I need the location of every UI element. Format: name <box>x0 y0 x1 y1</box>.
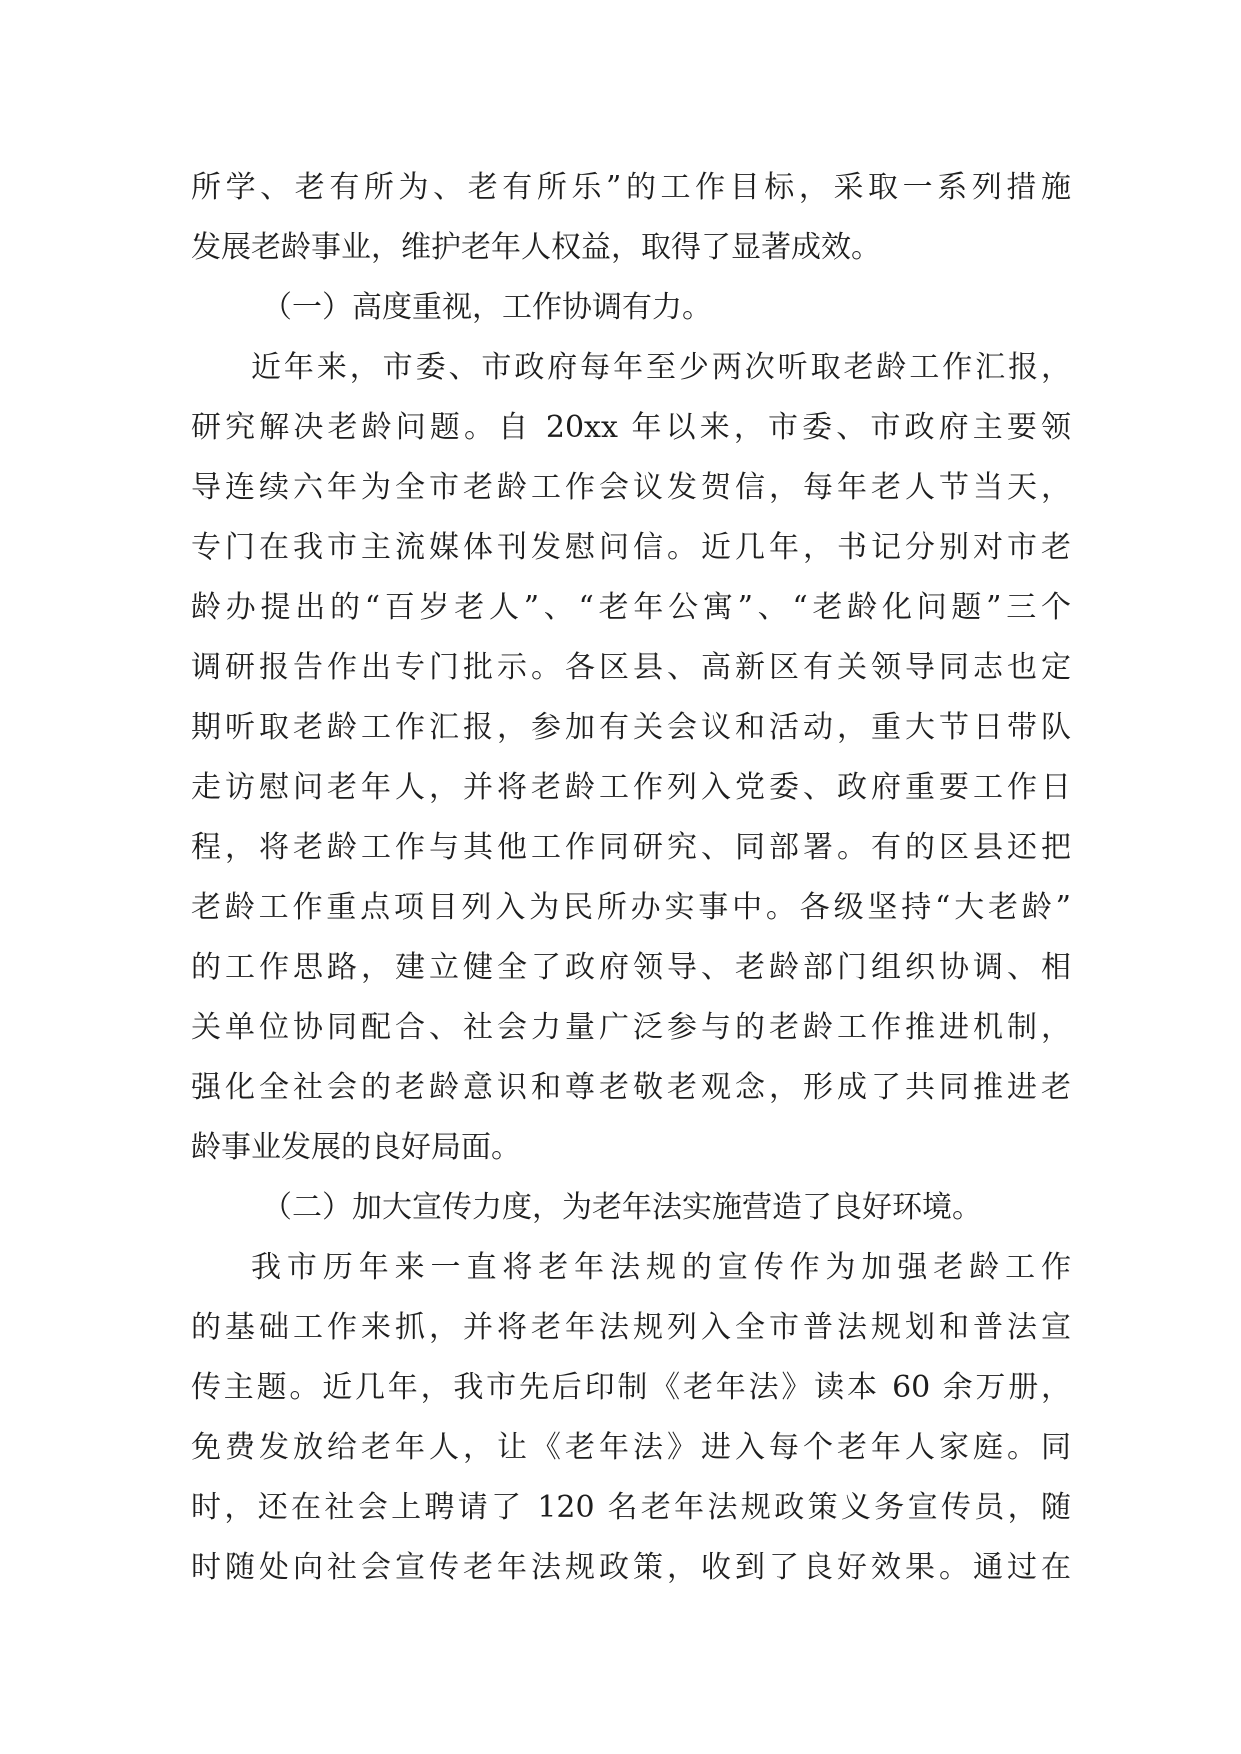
text-line: 研究解决老龄问题。自 20xx 年以来，市委、市政府主要领 <box>191 410 1071 445</box>
text-line: 调研报告作出专门批示。各区县、高新区有关领导同志也定 <box>191 650 1071 685</box>
paragraph-first-line: 近年来，市委、市政府每年至少两次听取老龄工作汇报， <box>251 350 1071 385</box>
text-line: 的工作思路，建立健全了政府领导、老龄部门组织协调、相 <box>191 950 1071 985</box>
paragraph-last-line: 发展老龄事业，维护老年人权益，取得了显著成效。 <box>191 230 881 265</box>
text-line: 关单位协同配合、社会力量广泛参与的老龄工作推进机制， <box>191 1010 1071 1045</box>
text-line: 老龄工作重点项目列入为民所办实事中。各级坚持“大老龄” <box>191 890 1071 925</box>
paragraph-last-line: 龄事业发展的良好局面。 <box>191 1130 521 1165</box>
section-heading: （一）高度重视，工作协调有力。 <box>262 290 712 325</box>
text-line: 时随处向社会宣传老年法规政策，收到了良好效果。通过在 <box>191 1550 1071 1585</box>
body-text <box>191 158 1071 1598</box>
text-line: 强化全社会的老龄意识和尊老敬老观念，形成了共同推进老 <box>191 1070 1071 1105</box>
paragraph-first-line: 我市历年来一直将老年法规的宣传作为加强老龄工作 <box>251 1250 1071 1285</box>
text-line: 期听取老龄工作汇报，参加有关会议和活动，重大节日带队 <box>191 710 1071 745</box>
text-line: 所学、老有所为、老有所乐”的工作目标，采取一系列措施 <box>191 170 1071 205</box>
text-line: 免费发放给老年人，让《老年法》进入每个老年人家庭。同 <box>191 1430 1071 1465</box>
text-line: 龄办提出的“百岁老人”、“老年公寓”、“老龄化问题”三个 <box>191 590 1071 625</box>
section-heading: （二）加大宣传力度，为老年法实施营造了良好环境。 <box>262 1190 982 1225</box>
text-line: 传主题。近几年，我市先后印制《老年法》读本 60 余万册， <box>191 1370 1071 1405</box>
text-line: 的基础工作来抓，并将老年法规列入全市普法规划和普法宣 <box>191 1310 1071 1345</box>
text-line: 时，还在社会上聘请了 120 名老年法规政策义务宣传员，随 <box>191 1490 1071 1525</box>
text-line: 程，将老龄工作与其他工作同研究、同部署。有的区县还把 <box>191 830 1071 865</box>
text-line: 导连续六年为全市老龄工作会议发贺信，每年老人节当天， <box>191 470 1071 505</box>
text-line: 走访慰问老年人，并将老龄工作列入党委、政府重要工作日 <box>191 770 1071 805</box>
text-line: 专门在我市主流媒体刊发慰问信。近几年，书记分别对市老 <box>191 530 1071 565</box>
